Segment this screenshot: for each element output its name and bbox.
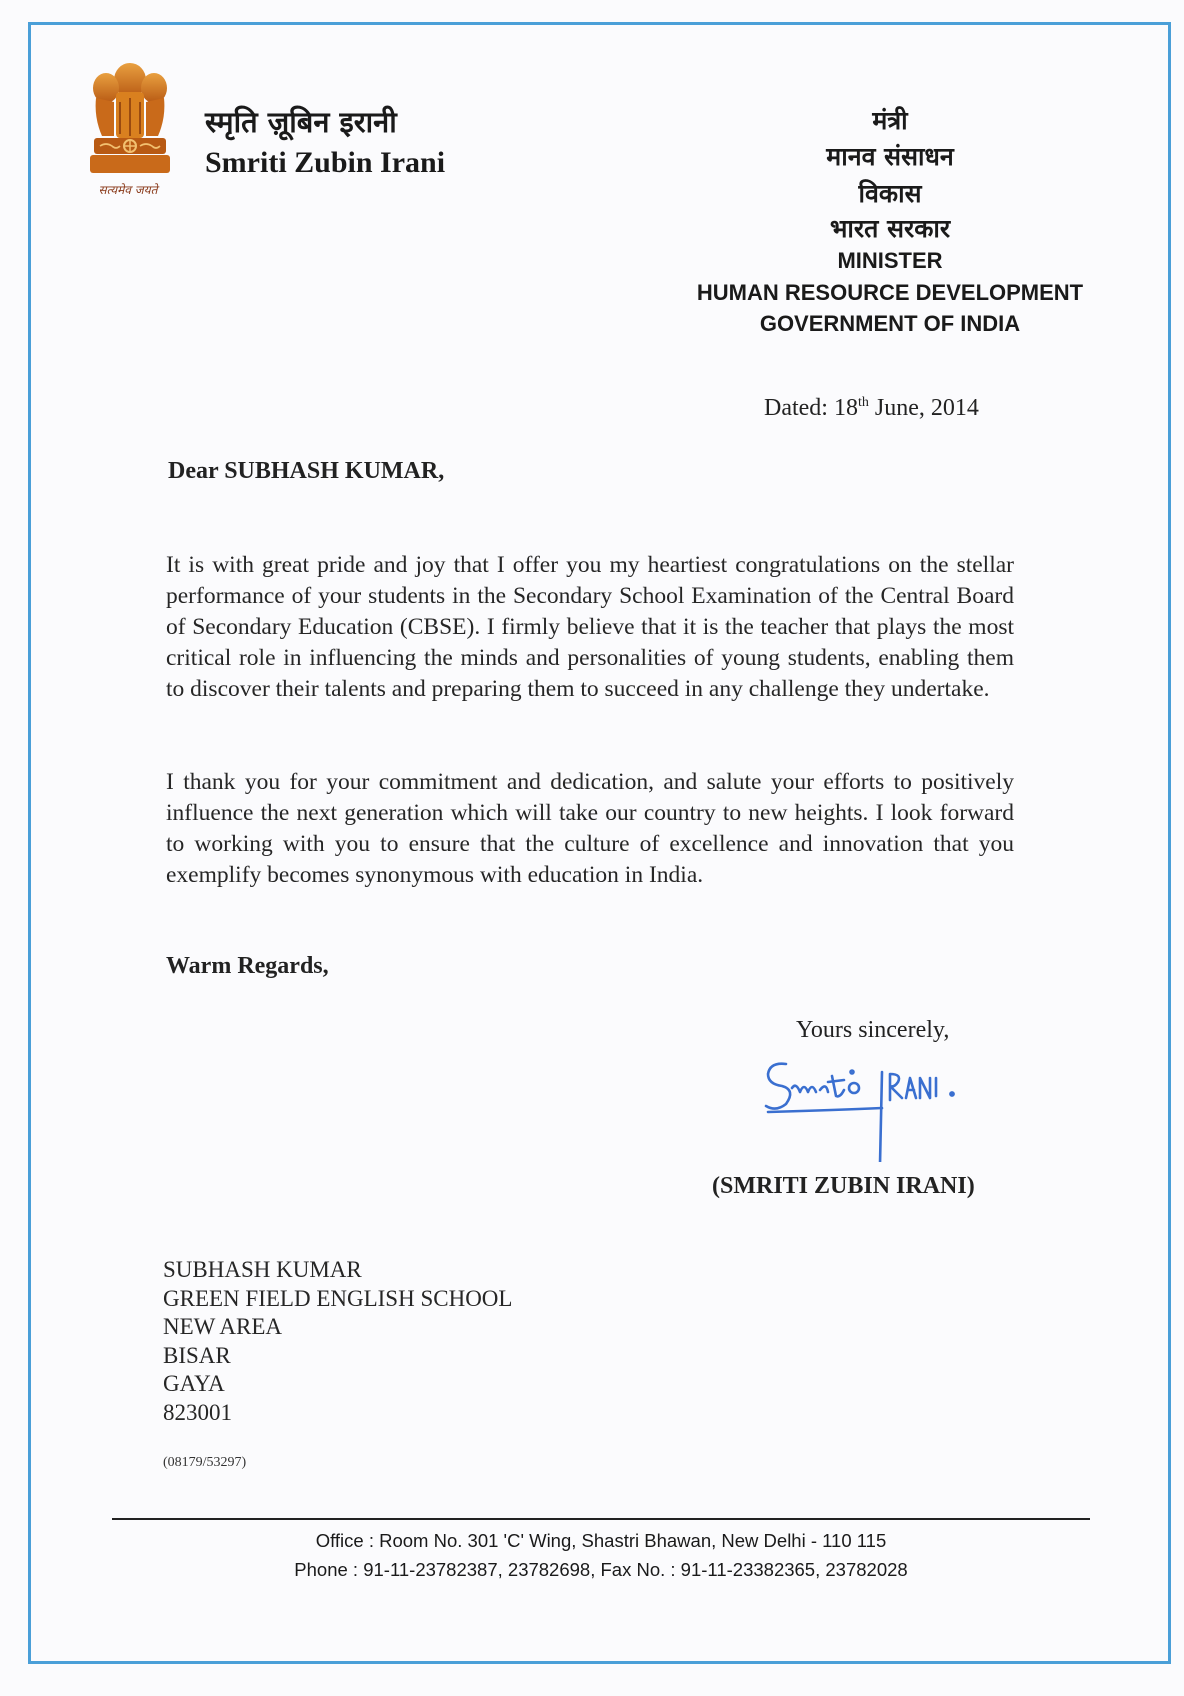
- recipient-address: [163, 1256, 512, 1427]
- date-prefix: Dated: 18: [764, 395, 858, 421]
- title-hindi-line: मानव संसाधन: [826, 142, 954, 171]
- address-line: SUBHASH KUMAR: [163, 1257, 362, 1282]
- emblem-motto: सत्यमेव जयते: [98, 183, 158, 197]
- footer-office: Office : Room No. 301 'C' Wing, Shastri Bhawan, New Delhi - 110 115: [315, 1530, 887, 1551]
- title-hindi-line: भारत सरकार: [829, 214, 951, 243]
- date-suffix: June, 2014: [868, 395, 979, 421]
- address-line: GAYA: [163, 1371, 225, 1396]
- sender-name-hindi: स्मृति ज़ूबिन इरानी: [205, 105, 397, 139]
- signature: [758, 1052, 988, 1162]
- title-english-line: GOVERNMENT OF INDIA: [759, 311, 1021, 336]
- title-english-line: HUMAN RESOURCE DEVELOPMENT: [696, 280, 1084, 305]
- title-hindi-line: विकास: [858, 179, 922, 208]
- footer-phone: Phone : 91-11-23782387, 23782698, Fax No. : 91-11-23382365, 23782028: [294, 1559, 908, 1580]
- body-paragraph: I thank you for your commitment and dedication, and salute your efforts to positively influence the next generation which will take our country to new heights. I look forward to working with you to ensure that the culture of excellence and innovation that you exemplify becomes synonymous with education in India.: [166, 769, 1014, 888]
- sender-name-english: Smriti Zubin Irani: [205, 146, 446, 179]
- address-line: GREEN FIELD ENGLISH SCHOOL: [163, 1285, 513, 1311]
- warm-regards: Warm Regards,: [166, 953, 329, 979]
- body-paragraph: It is with great pride and joy that I offer you my heartiest congratulations on the stellar performance of your students in the Secondary School Examination of the Central Board of Secondary Education (CBSE). I firmly believe that it is the teacher that plays the most critical role in influencing the minds and personalities of young students, enabling them to discover their talents and preparing them to succeed in any challenge they undertake.: [166, 552, 1014, 702]
- salutation: Dear SUBHASH KUMAR,: [168, 458, 445, 484]
- date-ordinal: th: [857, 395, 869, 410]
- signatory-name: (SMRITI ZUBIN IRANI): [712, 1173, 975, 1199]
- address-line: NEW AREA: [163, 1314, 283, 1339]
- footer-divider: [112, 1518, 1090, 1520]
- title-hindi-line: मंत्री: [872, 106, 908, 135]
- reference-number: (08179/53297): [163, 1455, 247, 1470]
- address-line: 823001: [163, 1399, 232, 1425]
- closing: Yours sincerely,: [796, 1017, 950, 1043]
- state-emblem-icon: [84, 58, 176, 198]
- address-line: BISAR: [163, 1342, 231, 1368]
- title-english-line: MINISTER: [837, 248, 943, 273]
- letter-date: [764, 395, 979, 422]
